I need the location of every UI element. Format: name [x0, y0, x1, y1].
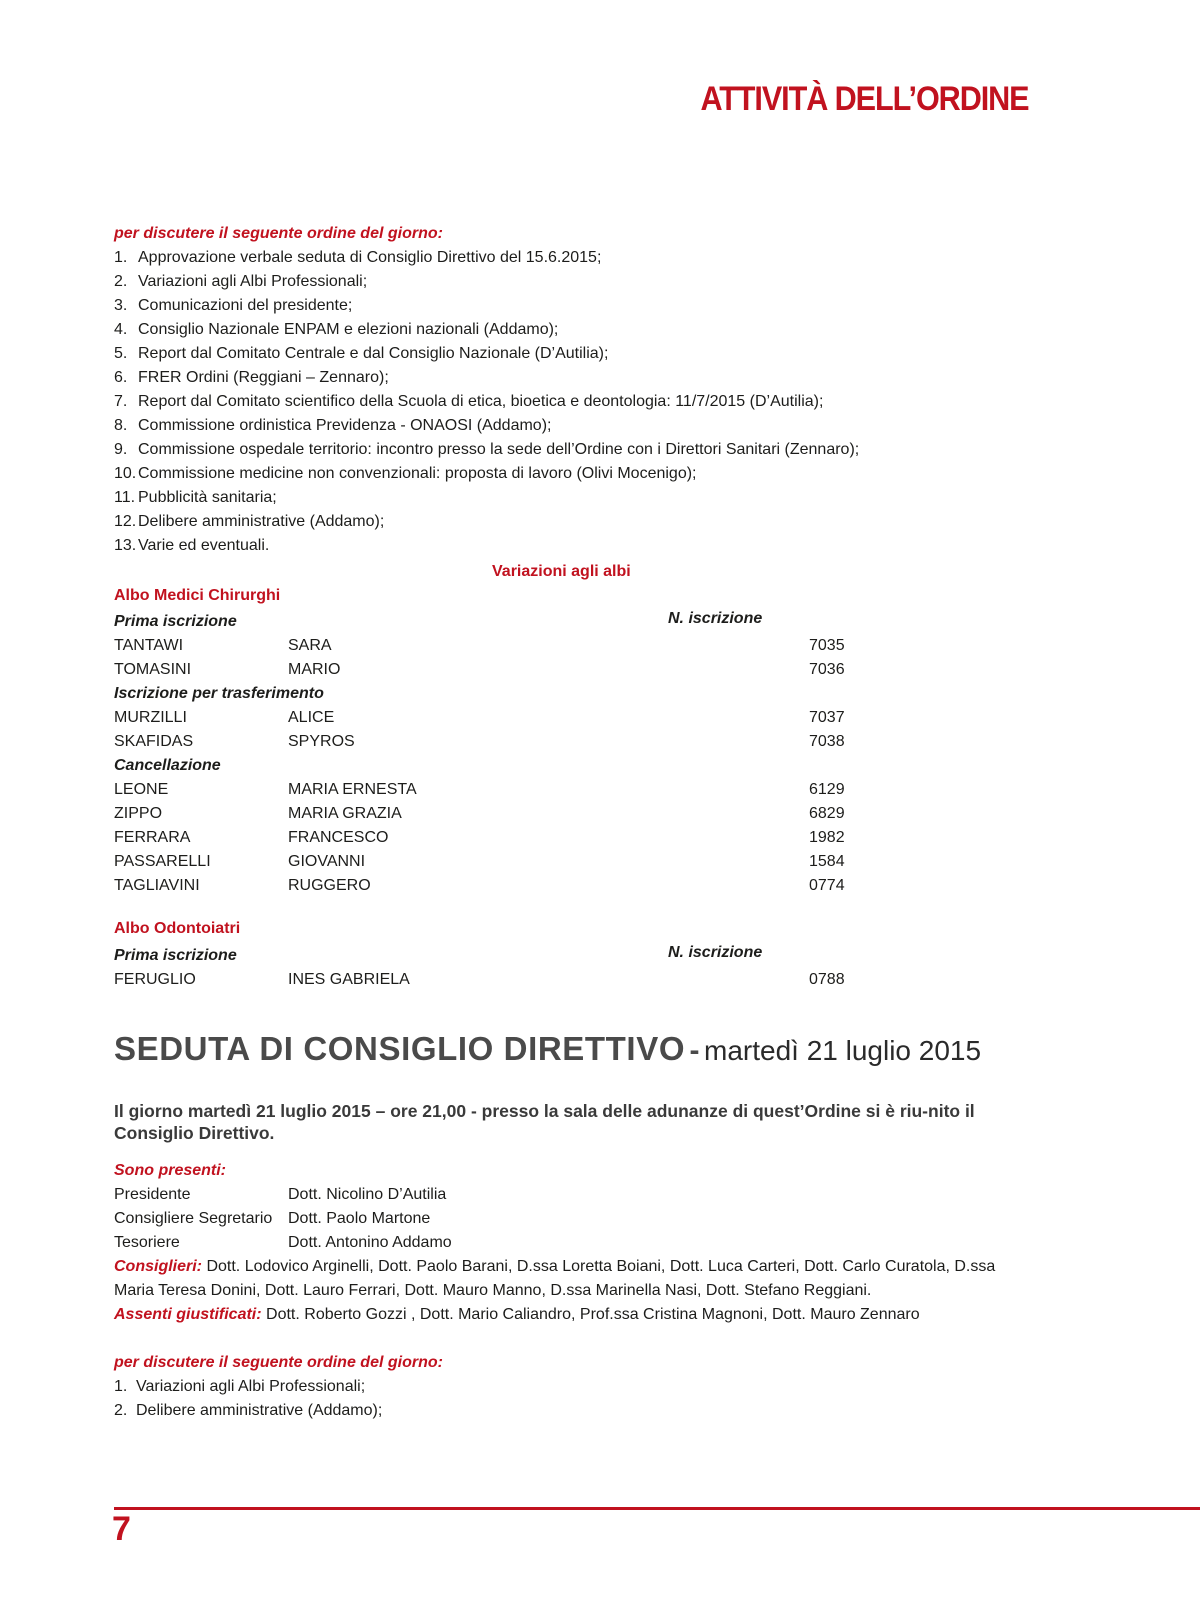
n-iscrizione-header: N. iscrizione [668, 610, 763, 627]
presenti-role: Tesoriere [114, 1234, 180, 1251]
registry-row [114, 850, 874, 874]
agenda-item-number: 6. [114, 369, 128, 386]
agenda-item-number: 10. [114, 465, 137, 482]
presenti-role: Presidente [114, 1186, 191, 1203]
consiglieri-text: Dott. Lodovico Arginelli, Dott. Paolo Barani, D.ssa Loretta Boiani, Dott. Luca Carteri, Dott. Carlo Curatola, D.ssa Maria Teresa Donini, Dott. Lauro Ferrari, Dott. Mauro Manno, D.ssa Marinella Nasi, Dott. Stefano Reggiani. [114, 1258, 996, 1299]
agenda-item-text: Varie ed eventuali. [138, 537, 270, 554]
registry-number: 6829 [809, 805, 845, 822]
registry-number: 6129 [809, 781, 845, 798]
registry-number: 1584 [809, 853, 845, 870]
assenti-paragraph [114, 1303, 1034, 1327]
registry-row [114, 826, 874, 850]
registry-name: GIOVANNI [288, 853, 366, 870]
registry-number: 7035 [809, 637, 845, 654]
registry-name: MARIA GRAZIA [288, 805, 402, 822]
odonto-prima-label: Prima iscrizione [114, 947, 237, 964]
agenda-item-text: Report dal Comitato Centrale e dal Consiglio Nazionale (D’Autilia); [138, 345, 609, 362]
agenda-item-number: 5. [114, 345, 128, 362]
registry-number: 0774 [809, 877, 845, 894]
registry-surname: MURZILLI [114, 709, 187, 726]
prima-iscrizione-label: Prima iscrizione [114, 613, 237, 630]
section-header-title: ATTIVITÀ DELL’ORDINE [699, 80, 1028, 118]
seduta-title: SEDUTA DI CONSIGLIO DIRETTIVO [114, 1030, 686, 1067]
registry-name: RUGGERO [288, 877, 371, 894]
agenda-item [114, 486, 277, 510]
registry-surname: SKAFIDAS [114, 733, 194, 750]
registry-name: INES GABRIELA [288, 971, 410, 988]
registry-row [114, 802, 874, 826]
seduta-dash: - [689, 1034, 700, 1067]
agenda-item-number: 3. [114, 297, 128, 314]
agenda-item [114, 294, 352, 318]
seduta-title-line [114, 1030, 981, 1068]
registry-row [114, 706, 874, 730]
registry-surname: TAGLIAVINI [114, 877, 200, 894]
agenda-item-number: 8. [114, 417, 128, 434]
registry-number: 0788 [809, 971, 845, 988]
registry-surname: ZIPPO [114, 805, 163, 822]
agenda-item [114, 1399, 382, 1423]
albo-odonto-title: Albo Odontoiatri [114, 920, 241, 937]
agenda-item [114, 318, 558, 342]
registry-number: 7037 [809, 709, 845, 726]
registry-surname: TOMASINI [114, 661, 192, 678]
registry-name: SARA [288, 637, 332, 654]
agenda-item-text: Comunicazioni del presidente; [138, 297, 353, 314]
agenda-item [114, 438, 859, 462]
albo-medici-title: Albo Medici Chirurghi [114, 587, 281, 604]
presenti-name: Dott. Paolo Martone [288, 1210, 431, 1227]
registry-row [114, 778, 874, 802]
registry-surname: LEONE [114, 781, 169, 798]
seduta-date: martedì 21 luglio 2015 [704, 1035, 982, 1066]
registry-name: MARIO [288, 661, 341, 678]
agenda-item [114, 366, 389, 390]
assenti-label: Assenti giustificati: [114, 1306, 262, 1323]
agenda-item-text: Commissione medicine non convenzionali: proposta di lavoro (Olivi Mocenigo); [138, 465, 697, 482]
registry-surname: FERRARA [114, 829, 191, 846]
agenda-item [114, 390, 823, 414]
agenda-item-number: 7. [114, 393, 128, 410]
agenda2-heading: per discutere il seguente ordine del giorno: [114, 1354, 443, 1371]
registry-number: 1982 [809, 829, 845, 846]
agenda-item-text: Commissione ordinistica Previdenza - ONAOSI (Addamo); [138, 417, 552, 434]
registry-surname: PASSARELLI [114, 853, 211, 870]
registry-number: 7038 [809, 733, 845, 750]
agenda-item-text: Delibere amministrative (Addamo); [138, 513, 385, 530]
registry-number: 7036 [809, 661, 845, 678]
presenti-role: Consigliere Segretario [114, 1210, 273, 1227]
registry-name: SPYROS [288, 733, 355, 750]
agenda-item-number: 9. [114, 441, 128, 458]
assenti-text: Dott. Roberto Gozzi , Dott. Mario Caliandro, Prof.ssa Cristina Magnoni, Dott. Mauro Zennaro [261, 1306, 920, 1323]
agenda-item-text: Approvazione verbale seduta di Consiglio Direttivo del 15.6.2015; [138, 249, 602, 266]
agenda-item-text: Report dal Comitato scientifico della Scuola di etica, bioetica e deontologia: 11/7/2015 (D’Autilia); [138, 393, 824, 410]
agenda-item-text: Delibere amministrative (Addamo); [136, 1402, 383, 1419]
agenda-item [114, 534, 269, 558]
agenda-item-text: Variazioni agli Albi Professionali; [138, 273, 368, 290]
trasferimento-label: Iscrizione per trasferimento [114, 685, 324, 702]
registry-row [114, 658, 874, 682]
agenda-item [114, 270, 367, 294]
agenda-item-text: FRER Ordini (Reggiani – Zennaro); [138, 369, 389, 386]
presenti-name: Dott. Antonino Addamo [288, 1234, 452, 1251]
agenda-item-number: 1. [114, 1378, 128, 1395]
odonto-n-header: N. iscrizione [668, 944, 763, 961]
footer-rule [114, 1507, 1200, 1510]
registry-surname: TANTAWI [114, 637, 184, 654]
registry-row [114, 968, 874, 992]
agenda-item [114, 510, 384, 534]
agenda-item [114, 1375, 365, 1399]
registry-row [114, 634, 874, 658]
agenda-item-number: 4. [114, 321, 128, 338]
registry-name: FRANCESCO [288, 829, 389, 846]
registry-name: ALICE [288, 709, 335, 726]
agenda-item-number: 1. [114, 249, 128, 266]
page-number: 7 [112, 1510, 131, 1548]
registry-row [114, 874, 874, 898]
cancellazione-label: Cancellazione [114, 757, 221, 774]
registry-row [114, 730, 874, 754]
agenda-item [114, 462, 696, 486]
agenda-item-text: Commissione ospedale territorio: incontro presso la sede dell’Ordine con i Direttori Sanitari (Zennaro); [138, 441, 860, 458]
agenda-item-number: 13. [114, 537, 137, 554]
registry-name: MARIA ERNESTA [288, 781, 417, 798]
agenda-item [114, 246, 601, 270]
agenda-heading: per discutere il seguente ordine del giorno: [114, 225, 443, 242]
agenda-item-text: Variazioni agli Albi Professionali; [136, 1378, 366, 1395]
agenda-item-number: 2. [114, 1402, 128, 1419]
agenda-item-text: Pubblicità sanitaria; [138, 489, 277, 506]
agenda-item-number: 12. [114, 513, 137, 530]
agenda-item [114, 342, 608, 366]
presenti-name: Dott. Nicolino D’Autilia [288, 1186, 447, 1203]
agenda-item-number: 2. [114, 273, 128, 290]
agenda-item-number: 11. [114, 489, 136, 506]
variazioni-title: Variazioni agli albi [492, 563, 631, 580]
registry-surname: FERUGLIO [114, 971, 196, 988]
presenti-label: Sono presenti: [114, 1162, 227, 1179]
agenda-item-text: Consiglio Nazionale ENPAM e elezioni nazionali (Addamo); [138, 321, 559, 338]
agenda-item [114, 414, 551, 438]
consiglieri-label: Consiglieri: [114, 1258, 203, 1275]
seduta-intro: Il giorno martedì 21 luglio 2015 – ore 21,00 - presso la sala delle adunanze di quest’Ordine si è riu-nito il Consiglio Direttivo. [114, 1101, 975, 1143]
consiglieri-paragraph [114, 1255, 1034, 1303]
